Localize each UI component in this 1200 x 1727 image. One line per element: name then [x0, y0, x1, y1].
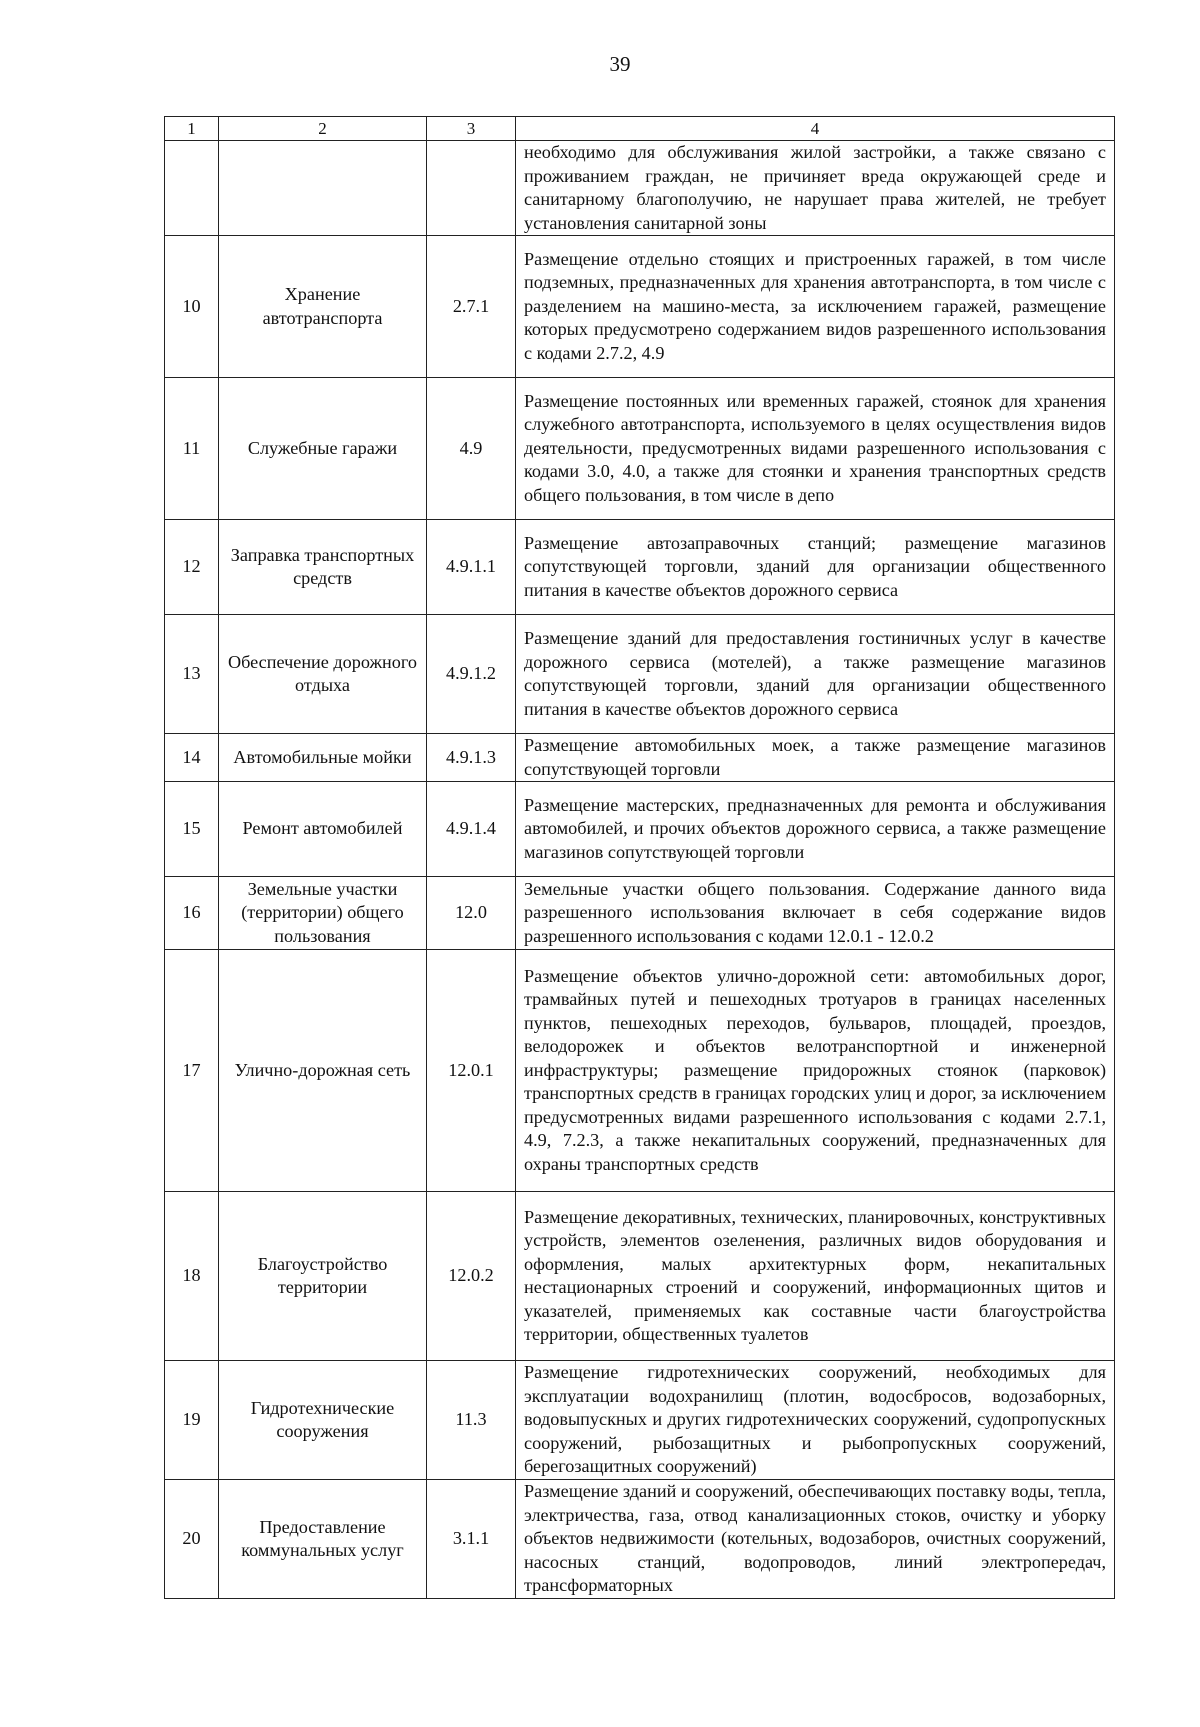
- row-name: Благоустройство территории: [219, 1192, 427, 1361]
- row-description: Земельные участки общего пользования. Содержание данного вида разрешенного использования включает в себя содержание видов разрешенного использования с кодами 12.0.1 - 12.0.2: [516, 877, 1115, 950]
- row-description: Размещение автозаправочных станций; размещение магазинов сопутствующей торговли, зданий для организации общественного питания в качестве объектов дорожного сервиса: [516, 520, 1115, 615]
- row-name: Улично-дорожная сеть: [219, 950, 427, 1192]
- row-code: 4.9: [427, 378, 516, 520]
- table-row: [165, 877, 1115, 950]
- table-row: [165, 378, 1115, 520]
- row-code: 4.9.1.4: [427, 782, 516, 877]
- table-header-row: [165, 117, 1115, 141]
- row-name: Ремонт автомобилей: [219, 782, 427, 877]
- row-description: Размещение объектов улично-дорожной сети: автомобильных дорог, трамвайных путей и пешеходных тротуаров в границах населенных пунктов, пешеходных переходов, бульваров, площадей, проездов, велодорожек и объектов велотранспортной и инженерной инфраструктуры; размещение придорожных стоянок (парковок) транспортных средств в границах городских улиц и дорог, за исключением предусмотренных видами разрешенного использования с кодами 2.7.1, 4.9, 7.2.3, а также некапитальных сооружений, предназначенных для охраны транспортных средств: [516, 950, 1115, 1192]
- row-number: 10: [165, 236, 219, 378]
- row-number: 13: [165, 615, 219, 734]
- row-code: 12.0.1: [427, 950, 516, 1192]
- row-number: 18: [165, 1192, 219, 1361]
- row-code: 2.7.1: [427, 236, 516, 378]
- row-description: Размещение мастерских, предназначенных для ремонта и обслуживания автомобилей, и прочих объектов дорожного сервиса, а также размещение магазинов сопутствующей торговли: [516, 782, 1115, 877]
- table-row: [165, 236, 1115, 378]
- row-name: Земельные участки (территории) общего пользования: [219, 877, 427, 950]
- row-number: 14: [165, 734, 219, 782]
- row-name: Предоставление коммунальных услуг: [219, 1480, 427, 1599]
- table-row: [165, 950, 1115, 1192]
- row-description: Размещение автомобильных моек, а также размещение магазинов сопутствующей торговли: [516, 734, 1115, 782]
- row-name: Служебные гаражи: [219, 378, 427, 520]
- row-number: 11: [165, 378, 219, 520]
- row-name: Гидротехнические сооружения: [219, 1361, 427, 1480]
- row-number: 17: [165, 950, 219, 1192]
- table-row: [165, 520, 1115, 615]
- row-code: 4.9.1.1: [427, 520, 516, 615]
- table-row: [165, 1192, 1115, 1361]
- table-row-continuation: [165, 141, 1115, 236]
- row-description: Размещение отдельно стоящих и пристроенных гаражей, в том числе подземных, предназначенных для хранения автотранспорта, в том числе с разделением на машино-места, за исключением гаражей, размещение которых предусмотрено содержанием видов разрешенного использования с кодами 2.7.2, 4.9: [516, 236, 1115, 378]
- land-use-table: [164, 116, 1115, 1599]
- row-code: 4.9.1.3: [427, 734, 516, 782]
- row-number: 16: [165, 877, 219, 950]
- row-number: 20: [165, 1480, 219, 1599]
- row-description: Размещение постоянных или временных гаражей, стоянок для хранения служебного автотранспорта, используемого в целях осуществления видов деятельности, предусмотренных видами разрешенного использования с кодами 3.0, 4.0, а также для стоянки и хранения транспортных средств общего пользования, в том числе в депо: [516, 378, 1115, 520]
- row-code: 4.9.1.2: [427, 615, 516, 734]
- table-row: [165, 1480, 1115, 1599]
- row-name: Заправка транспортных средств: [219, 520, 427, 615]
- table-row: [165, 734, 1115, 782]
- row-name: Автомобильные мойки: [219, 734, 427, 782]
- row-description: Размещение декоративных, технических, планировочных, конструктивных устройств, элементов озеленения, различных видов оборудования и оформления, малых архитектурных форм, некапитальных нестационарных строений и сооружений, информационных щитов и указателей, применяемых как составные части благоустройства территории, общественных туалетов: [516, 1192, 1115, 1361]
- header-col-4: 4: [516, 117, 1115, 141]
- row-number: 19: [165, 1361, 219, 1480]
- header-col-2: 2: [219, 117, 427, 141]
- table-row: [165, 782, 1115, 877]
- header-col-3: 3: [427, 117, 516, 141]
- row-code: 12.0.2: [427, 1192, 516, 1361]
- row-name: Обеспечение дорожного отдыха: [219, 615, 427, 734]
- table-row: [165, 615, 1115, 734]
- row-description: Размещение зданий для предоставления гостиничных услуг в качестве дорожного сервиса (мотелей), а также размещение магазинов сопутствующей торговли, зданий для организации общественного питания в качестве объектов дорожного сервиса: [516, 615, 1115, 734]
- row-description: необходимо для обслуживания жилой застройки, а также связано с проживанием граждан, не причиняет вреда окружающей среде и санитарному благополучию, не нарушает права жителей, не требует установления санитарной зоны: [516, 141, 1115, 236]
- table-row: [165, 1361, 1115, 1480]
- row-code: 12.0: [427, 877, 516, 950]
- row-code: 11.3: [427, 1361, 516, 1480]
- row-code: 3.1.1: [427, 1480, 516, 1599]
- row-description: Размещение зданий и сооружений, обеспечивающих поставку воды, тепла, электричества, газа, отвод канализационных стоков, очистку и уборку объектов недвижимости (котельных, водозаборов, очистных сооружений, насосных станций, водопроводов, линий электропередач, трансформаторных: [516, 1480, 1115, 1599]
- row-name: Хранение автотранспорта: [219, 236, 427, 378]
- header-col-1: 1: [165, 117, 219, 141]
- row-number: 12: [165, 520, 219, 615]
- row-description: Размещение гидротехнических сооружений, необходимых для эксплуатации водохранилищ (плотин, водосбросов, водозаборных, водовыпускных и других гидротехнических сооружений, судопропускных сооружений, рыбозащитных и рыбопропускных сооружений, берегозащитных сооружений): [516, 1361, 1115, 1480]
- row-number: 15: [165, 782, 219, 877]
- page-number: 39: [609, 52, 631, 76]
